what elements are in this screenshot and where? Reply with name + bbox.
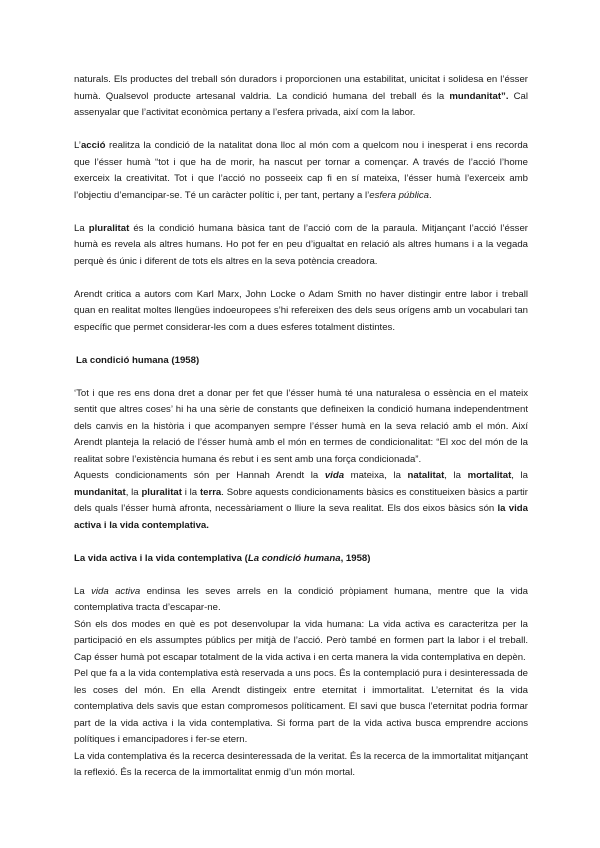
term-esfera-publica: esfera pública [369, 189, 429, 201]
term-vida-activa: vida activa [91, 585, 141, 597]
term-pluralitat: pluralitat [88, 222, 130, 234]
term-vida-activa-contemplativa: la vida activa i la vida contemplativa. [74, 503, 528, 531]
paragraph-treball: naturals. Els productes del treball són duradors i proporcionen una estabilitat, unicitat i solidesa en l’ésser humà. Qualsevol producte artesanal valdria. La condició humana del treball és la mundanitat”. Cal assenyalar que l’activitat econòmica pertany a l’esfera privada, així com la labor. [74, 74, 528, 118]
paragraph-vida-activa: La vida activa endinsa les seves arrels en la condició pròpiament humana, mentre que la vida contemplativa tracta d’escapar-ne. [74, 585, 528, 613]
paragraph-modes: Són els dos modes en què es pot desenvolupar la vida humana: La vida activa es caracteritza per la participació en els assumptes públics per mitjà de l’acció. Però també en formen part la labor i el treball. Cap ésser humà pot escapar totalment de la vida activa i en certa manera la vida contemplativa en depèn. [74, 618, 528, 663]
term-mundanitat: mundanitat”. [449, 90, 509, 102]
paragraph-condicionaments: Aquests condicionaments són per Hannah Arendt la vida mateixa, la natalitat, la mortalitat, la mundanitat, la pluralitat i la terra. Sobre aquests condicionaments bàsics es constitueixen bàsics a partir dels quals l’ésser humà afronta, necessàriament o lliure la seva realitat. Els dos eixos bàsics són la vida activa i la vida contemplativa. [74, 470, 528, 531]
paragraph-pluralitat: La pluralitat és la condició humana bàsica tant de l’acció com de la paraula. Mitjançant l’acció l’ésser humà es revela als altres humans. Ho pot fer en peu d’igualtat en relació als altres humans i a la vegada perquè és únic i diferent de tots els altres en la seva potència creadora. [74, 222, 528, 267]
paragraph-accio: L’acció realitza la condició de la natalitat dona lloc al món com a quelcom nou i inesperat i ens recorda que l’ésser humà “tot i que ha de morir, ha nascut per tornar a començar. A través de l’acció l’home exerceix la creativitat. Tot i que l’acció no posseeix cap fi en sí mateixa, l’ésser humà l’exerceix amb l’objectiu d’emancipar-se. Té un caràcter polític i, per tant, pertany a l’esfera pública. [74, 140, 528, 201]
paragraph-critica: Arendt critica a autors com Karl Marx, John Locke o Adam Smith no haver distingir entre labor i treball quan en realitat moltes llengües indoeuropees s’hi refereixen des dels seus orígens amb un vocabulari tan específic que permet considerar-les com a dues esferes totalment distintes. [74, 288, 528, 333]
term-pluralitat-2: pluralitat [141, 486, 182, 498]
paragraph-recerca: La vida contemplativa és la recerca desinteressada de la veritat. És la recerca de la immortalitat mitjançant la reflexió. És la recerca de la immortalitat enmig d’un món mortal. [74, 750, 528, 778]
document-page [74, 72, 528, 782]
section-heading-condicio-humana: La condició humana (1958) [76, 354, 200, 366]
paragraph-condicionalitat: ‘Tot i que res ens dona dret a donar per fet que l’ésser humà té una naturalesa o essència en el mateix sentit que altres coses’ hi ha una sèrie de constants que defineixen la condició humana independentment dels canvis en la història i que acompanyen sempre l’ésser humà en la seva relació amb el món. Així Arendt planteja la relació de l’ésser humà amb el món en termes de condicionalitat: “El xoc del món de la realitat sobre l’existència humana és rebut i es sent amb una força condicionada”. [74, 387, 528, 465]
paragraph-vida-contemplativa: Pel que fa a la vida contemplativa està reservada a uns pocs. És la contemplació pura i desinteressada de les coses del món. En ella Arendt distingeix entre eternitat i immortalitat. L’eternitat és la vida contemplativa dels savis que estan compromesos políticament. El savi que busca l’eternitat podria formar part de la vida activa i la vida contemplativa. Si forma part de la vida activa busca emprendre accions polítiques i emancipadores i fer-se etern. [74, 668, 528, 745]
term-accio: acció [80, 140, 106, 151]
section-heading-vida-activa: La vida activa i la vida contemplativa (La condició humana, 1958) [74, 552, 371, 564]
term-terra: terra [199, 486, 222, 498]
term-mortalitat: mortalitat [467, 470, 512, 481]
term-natalitat: natalitat [407, 470, 445, 481]
term-mundanitat-2: mundanitat [74, 486, 126, 498]
term-vida: vida [324, 470, 345, 481]
